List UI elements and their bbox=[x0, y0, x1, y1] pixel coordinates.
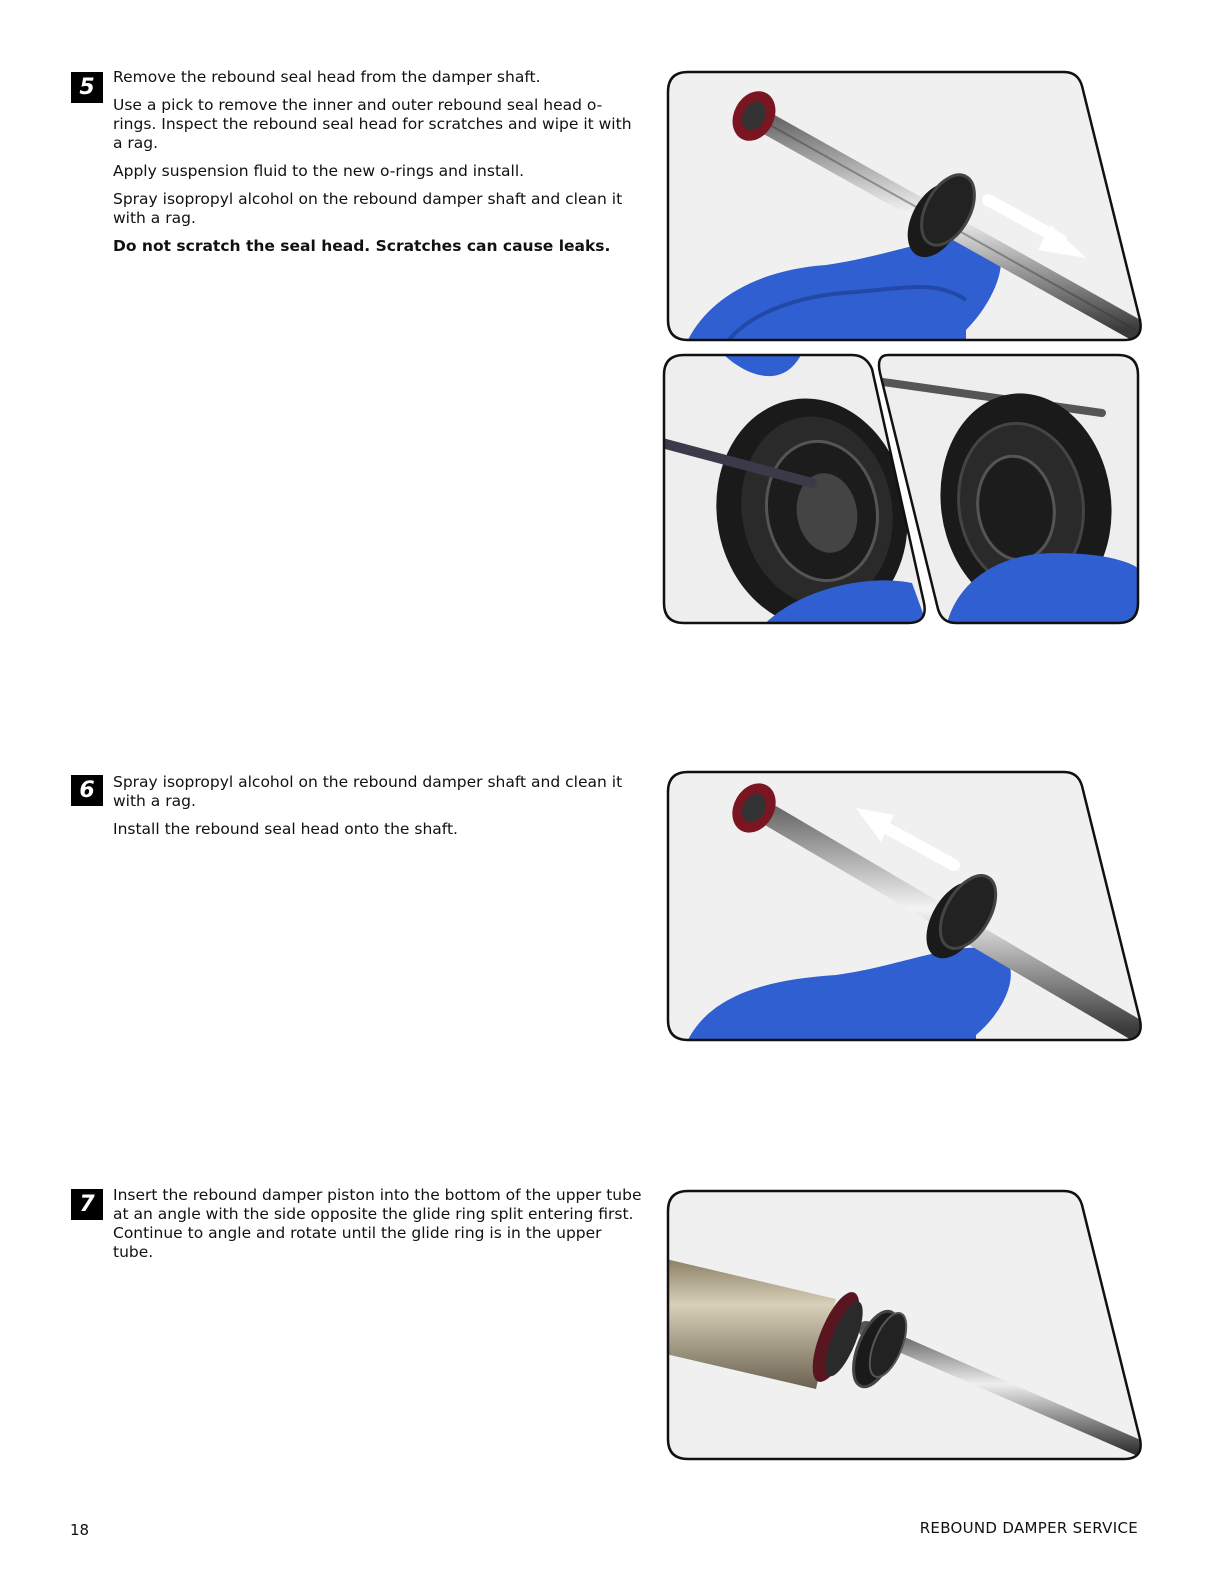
step-6-para-2: Install the rebound seal head onto the shaft. bbox=[113, 820, 458, 838]
step-5-para-4: Spray isopropyl alcohol on the rebound damper shaft and clean it with a rag. bbox=[113, 190, 623, 227]
page-number: 18 bbox=[70, 1521, 90, 1539]
step-6-text bbox=[113, 773, 643, 848]
step-6-photo-install-seal-head bbox=[666, 770, 1142, 1044]
step-7-para-1: Insert the rebound damper piston into the bottom of the upper tube at an angle with the side opposite the glide ring split entering first. Continue to angle and rotate until the glide ring is in the upper tube. bbox=[113, 1186, 642, 1261]
step-6-badge: 6 bbox=[71, 775, 103, 806]
step-7-photo-insert-piston bbox=[666, 1189, 1142, 1463]
step-7-text bbox=[113, 1186, 643, 1271]
section-title: REBOUND DAMPER SERVICE bbox=[919, 1519, 1138, 1537]
step-5-warning: Do not scratch the seal head. Scratches can cause leaks. bbox=[113, 237, 611, 255]
step-5-photo-outer-oring bbox=[876, 353, 1142, 627]
step-5-badge: 5 bbox=[71, 72, 103, 103]
step-5-para-2: Use a pick to remove the inner and outer rebound seal head o-rings. Inspect the rebound seal head for scratches and wipe it with a rag. bbox=[113, 96, 632, 152]
step-6-para-1: Spray isopropyl alcohol on the rebound damper shaft and clean it with a rag. bbox=[113, 773, 623, 810]
step-5-para-3: Apply suspension fluid to the new o-rings and install. bbox=[113, 162, 525, 180]
step-5-para-1: Remove the rebound seal head from the damper shaft. bbox=[113, 68, 541, 86]
step-7-badge: 7 bbox=[71, 1189, 103, 1220]
step-5-text bbox=[113, 68, 643, 265]
step-5-photo-remove-seal-head bbox=[666, 70, 1142, 344]
